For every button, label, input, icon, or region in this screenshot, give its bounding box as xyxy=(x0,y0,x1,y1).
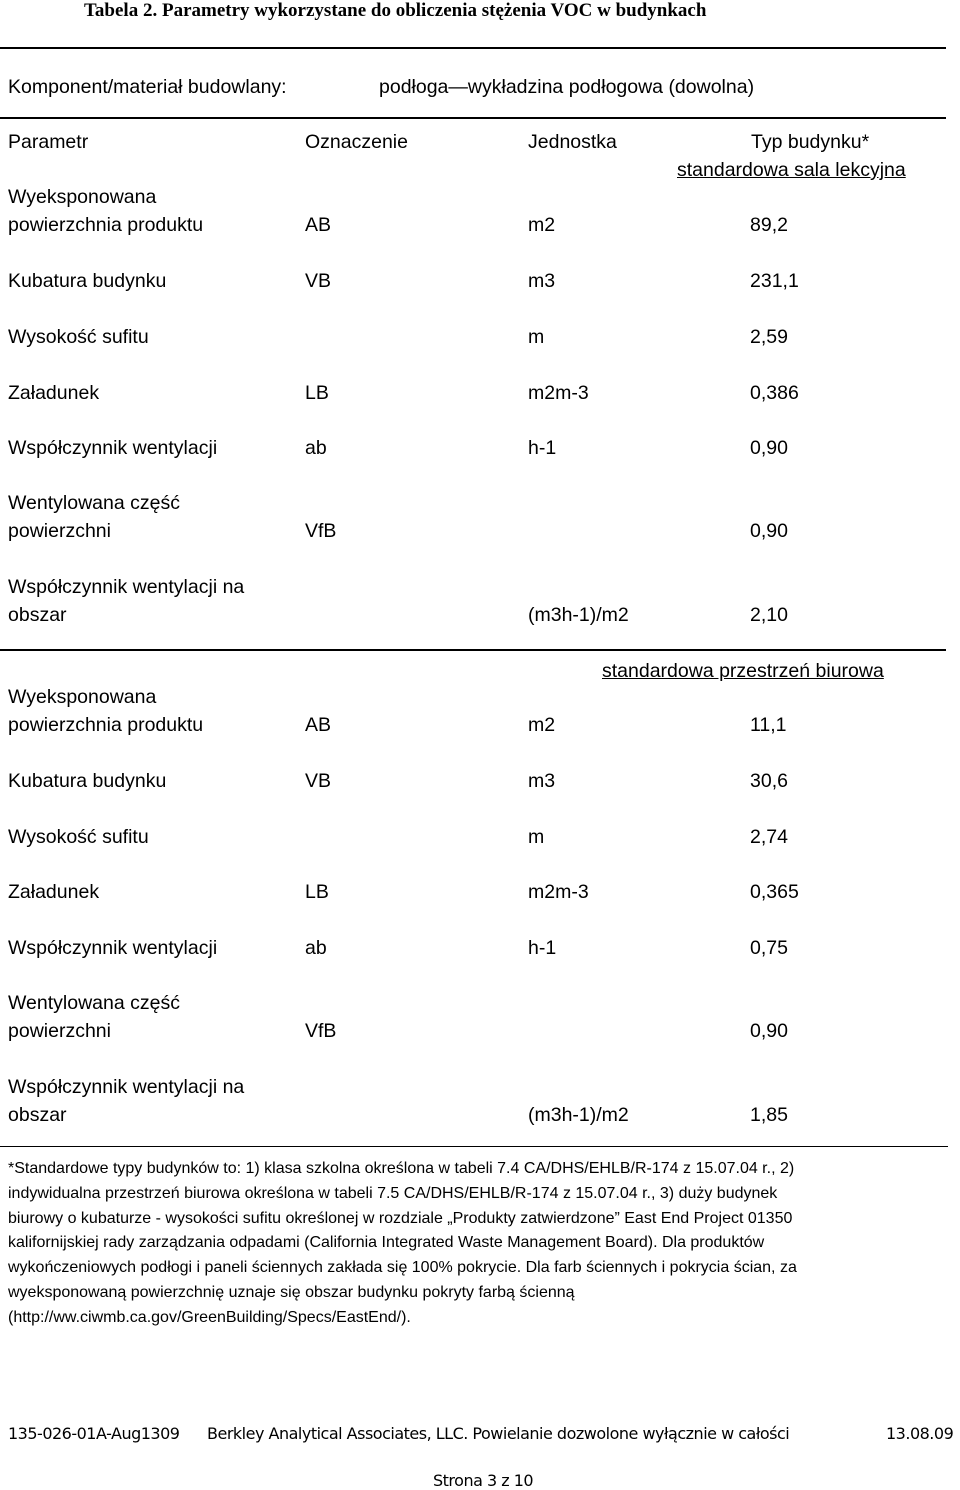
unit-cell: (m3h-1)/m2 xyxy=(528,1104,629,1126)
param-label: Załadunek xyxy=(8,382,100,404)
table-row xyxy=(0,434,948,490)
section-divider xyxy=(0,649,946,651)
symbol-cell: VfB xyxy=(305,520,337,542)
unit-cell: m2m-3 xyxy=(528,881,589,903)
header-unit: Jednostka xyxy=(528,131,617,153)
param-line2: powierzchnia produktu xyxy=(8,714,204,736)
param-line2: powierzchni xyxy=(8,1020,111,1042)
unit-cell: h-1 xyxy=(528,937,557,959)
value-cell: 231,1 xyxy=(750,270,799,292)
unit-cell: m xyxy=(528,326,545,348)
value-cell: 0,90 xyxy=(750,520,788,542)
table-title: Tabela 2. Parametry wykorzystane do obliczenia stężenia VOC w budynkach xyxy=(84,0,707,21)
param-label: Współczynnik wentylacji xyxy=(8,437,218,459)
param-label: Kubatura budynku xyxy=(8,270,167,292)
table-row xyxy=(0,323,948,379)
component-label: Komponent/materiał budowlany: xyxy=(8,76,287,98)
unit-cell: m2m-3 xyxy=(528,382,589,404)
param-label: Załadunek xyxy=(8,881,100,903)
symbol-cell: LB xyxy=(305,382,329,404)
param-line1: Wyeksponowana xyxy=(8,186,157,208)
symbol-cell: ab xyxy=(305,937,327,959)
value-cell: 0,90 xyxy=(750,437,788,459)
footnote xyxy=(8,1157,948,1331)
table-row xyxy=(0,1073,948,1129)
param-line1: Wentylowana część xyxy=(8,992,180,1014)
header-parameter: Parametr xyxy=(8,131,89,153)
symbol-cell: LB xyxy=(305,881,329,903)
param-label: Kubatura budynku xyxy=(8,770,167,792)
table-row xyxy=(0,823,948,879)
value-cell: 0,386 xyxy=(750,382,799,404)
param-line1: Wentylowana część xyxy=(8,492,180,514)
unit-cell: m2 xyxy=(528,714,556,736)
symbol-cell: ab xyxy=(305,437,327,459)
unit-cell: h-1 xyxy=(528,437,557,459)
header-symbol: Oznaczenie xyxy=(305,131,408,153)
symbol-cell: VB xyxy=(305,770,332,792)
table-row xyxy=(0,573,948,629)
section-heading-classroom: standardowa sala lekcyjna xyxy=(677,159,906,181)
param-label: Współczynnik wentylacji xyxy=(8,937,218,959)
footer-doc-id: 135-026-01A-Aug1309 xyxy=(8,1424,180,1443)
footnote-divider xyxy=(0,1146,948,1147)
footer-company: Berkley Analytical Associates, LLC. Powielanie dozwolone wyłącznie w całości xyxy=(207,1424,790,1443)
table-row xyxy=(0,878,948,934)
symbol-cell: AB xyxy=(305,214,332,236)
param-line2: powierzchni xyxy=(8,520,111,542)
table-row xyxy=(0,267,948,323)
param-label: Wysokość sufitu xyxy=(8,826,149,848)
symbol-cell: VfB xyxy=(305,1020,337,1042)
table-row xyxy=(0,489,948,545)
footnote-line: (http://ww.ciwmb.ca.gov/GreenBuilding/Specs/EastEnd/). xyxy=(8,1308,411,1326)
table-row xyxy=(0,183,948,239)
value-cell: 2,59 xyxy=(750,326,788,348)
value-cell: 0,75 xyxy=(750,937,788,959)
unit-cell: m3 xyxy=(528,770,556,792)
header-divider xyxy=(0,117,946,119)
value-cell: 2,74 xyxy=(750,826,788,848)
value-cell: 2,10 xyxy=(750,604,788,626)
param-label: Wysokość sufitu xyxy=(8,326,149,348)
top-divider xyxy=(0,47,946,49)
param-line1: Współczynnik wentylacji na xyxy=(8,1076,245,1098)
param-line2: obszar xyxy=(8,604,67,626)
value-cell: 89,2 xyxy=(750,214,788,236)
table-row xyxy=(0,683,948,739)
footnote-line: kalifornijskiej rady zarządzania odpadami (California Integrated Waste Management Board). Dla produktów xyxy=(8,1234,765,1252)
table-row xyxy=(0,379,948,435)
value-cell: 1,85 xyxy=(750,1104,788,1126)
param-line2: powierzchnia produktu xyxy=(8,214,204,236)
footnote-line: wyeksponowaną powierzchnię uznaje się obszar budynku pokryty farbą ścienną xyxy=(8,1283,575,1301)
unit-cell: m3 xyxy=(528,270,556,292)
footnote-line: wykończeniowych podłogi i paneli ściennych zakłada się 100% pokrycie. Dla farb ściennych i pokrycia ścian, za xyxy=(8,1259,797,1277)
component-value: podłoga—wykładzina podłogowa (dowolna) xyxy=(379,76,755,98)
section-heading-office: standardowa przestrzeń biurowa xyxy=(602,660,884,682)
symbol-cell: VB xyxy=(305,270,332,292)
footer-date: 13.08.09 xyxy=(886,1424,954,1443)
page-number: Strona 3 z 10 xyxy=(433,1471,534,1490)
header-building-type: Typ budynku* xyxy=(751,131,870,153)
footnote-line: indywidualna przestrzeń biurowa określona w tabeli 7.5 CA/DHS/EHLB/R-174 z 15.07.04 r., 3) duży budynek xyxy=(8,1184,778,1202)
param-line1: Współczynnik wentylacji na xyxy=(8,576,245,598)
value-cell: 0,90 xyxy=(750,1020,788,1042)
symbol-cell: AB xyxy=(305,714,332,736)
table-row xyxy=(0,767,948,823)
param-line2: obszar xyxy=(8,1104,67,1126)
param-line1: Wyeksponowana xyxy=(8,686,157,708)
footnote-line: biurowy o kubaturze - wysokości sufitu określonej w rozdziale „Produkty zatwierdzone” East End Project 01350 xyxy=(8,1209,793,1227)
unit-cell: m xyxy=(528,826,545,848)
value-cell: 0,365 xyxy=(750,881,799,903)
table-row xyxy=(0,989,948,1045)
value-cell: 11,1 xyxy=(750,714,787,736)
unit-cell: (m3h-1)/m2 xyxy=(528,604,629,626)
value-cell: 30,6 xyxy=(750,770,788,792)
table-row xyxy=(0,934,948,990)
unit-cell: m2 xyxy=(528,214,556,236)
footnote-line: *Standardowe typy budynków to: 1) klasa szkolna określona w tabeli 7.4 CA/DHS/EHLB/R-174 z 15.07.04 r., 2) xyxy=(8,1160,795,1177)
